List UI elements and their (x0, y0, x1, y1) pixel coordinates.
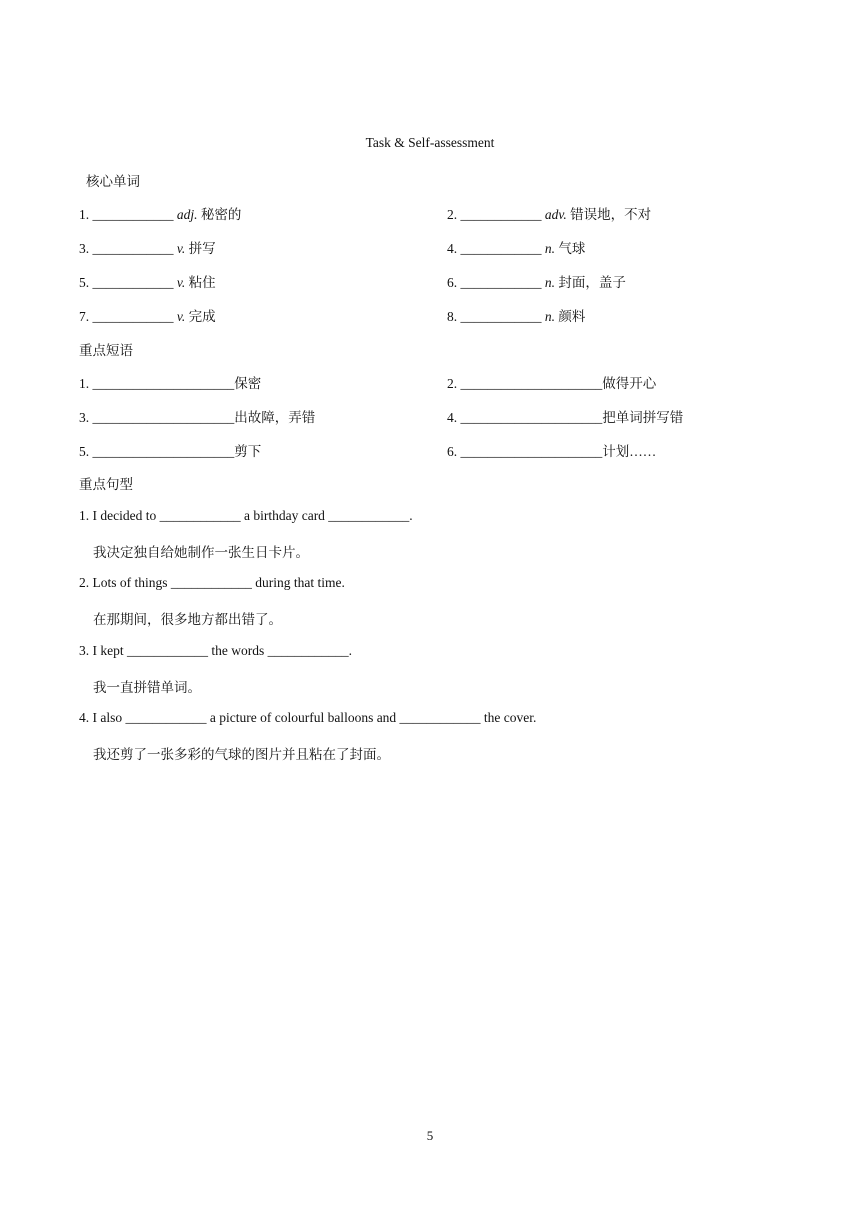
part-of-speech: adj. (176, 207, 198, 222)
phrase-item (447, 372, 656, 392)
item-number: 2. (447, 207, 458, 222)
phrase-meaning: 做得开心 (602, 376, 657, 391)
vocab-row (79, 305, 779, 325)
vocab-item (79, 237, 216, 257)
sentences-heading: 重点句型 (79, 477, 133, 492)
word-meaning: 封面，盖子 (558, 275, 626, 290)
vocab-row (79, 203, 779, 223)
vocab-item (447, 237, 585, 257)
phrase-item (79, 406, 315, 426)
word-meaning: 完成 (188, 309, 216, 324)
answer-blank[interactable]: ____________ (460, 275, 542, 290)
word-meaning: 粘住 (188, 275, 216, 290)
sentence-chinese: 我决定独自给她制作一张生日卡片。 (93, 545, 309, 560)
word-meaning: 错误地，不对 (570, 207, 652, 222)
sentence-english: 2. Lots of things ____________ during that time. (79, 575, 345, 590)
part-of-speech: adv. (544, 207, 567, 222)
vocab-row (79, 237, 779, 257)
answer-blank[interactable]: _____________________ (460, 444, 603, 459)
phrase-row (79, 406, 779, 426)
item-number: 5. (79, 275, 90, 290)
item-number: 4. (447, 410, 458, 425)
sentence-chinese: 我一直拼错单词。 (93, 680, 201, 695)
item-number: 2. (447, 376, 458, 391)
phrase-meaning: 保密 (234, 376, 262, 391)
item-number: 8. (447, 309, 458, 324)
answer-blank[interactable]: _____________________ (92, 444, 235, 459)
vocab-item (447, 271, 626, 291)
part-of-speech: v. (176, 275, 186, 290)
item-number: 6. (447, 444, 458, 459)
vocab-item (447, 305, 585, 325)
sentence-english: 3. I kept ____________ the words ____________. (79, 643, 352, 658)
part-of-speech: n. (544, 241, 555, 256)
phrase-item (79, 372, 261, 392)
page-title: Task & Self-assessment (365, 135, 495, 150)
answer-blank[interactable]: ____________ (92, 309, 174, 324)
sentence-chinese: 在那期间，很多地方都出错了。 (93, 612, 282, 627)
answer-blank[interactable]: _____________________ (92, 410, 235, 425)
vocab-item (79, 203, 241, 223)
word-meaning: 气球 (558, 241, 586, 256)
word-meaning: 颜料 (558, 309, 586, 324)
phrase-row (79, 440, 779, 460)
item-number: 7. (79, 309, 90, 324)
phrase-item (447, 440, 656, 460)
answer-blank[interactable]: ____________ (92, 207, 174, 222)
answer-blank[interactable]: ____________ (92, 241, 174, 256)
phrase-meaning: 出故障，弄错 (234, 410, 316, 425)
item-number: 5. (79, 444, 90, 459)
phrase-meaning: 把单词拼写错 (602, 410, 684, 425)
part-of-speech: v. (176, 309, 186, 324)
phrase-meaning: 剪下 (234, 444, 262, 459)
phrase-row (79, 372, 779, 392)
part-of-speech: v. (176, 241, 186, 256)
item-number: 1. (79, 207, 90, 222)
vocab-item (79, 305, 216, 325)
sentence-english: 4. I also ____________ a picture of colourful balloons and ____________ the cover. (79, 710, 537, 725)
answer-blank[interactable]: _____________________ (92, 376, 235, 391)
phrase-item (79, 440, 261, 460)
item-number: 3. (79, 410, 90, 425)
part-of-speech: n. (544, 309, 555, 324)
word-meaning: 秘密的 (200, 207, 242, 222)
phrase-meaning: 计划…… (602, 444, 657, 459)
sentence-english: 1. I decided to ____________ a birthday card ____________. (79, 508, 413, 523)
answer-blank[interactable]: ____________ (460, 241, 542, 256)
vocab-row (79, 271, 779, 291)
answer-blank[interactable]: ____________ (92, 275, 174, 290)
vocab-item (79, 271, 216, 291)
vocab-item (447, 203, 651, 223)
answer-blank[interactable]: _____________________ (460, 376, 603, 391)
item-number: 4. (447, 241, 458, 256)
page-number: 5 (426, 1128, 434, 1143)
item-number: 3. (79, 241, 90, 256)
phrases-heading: 重点短语 (79, 343, 133, 358)
item-number: 6. (447, 275, 458, 290)
word-meaning: 拼写 (188, 241, 216, 256)
sentence-chinese: 我还剪了一张多彩的气球的图片并且粘在了封面。 (93, 747, 390, 762)
phrase-item (447, 406, 683, 426)
vocab-heading: 核心单词 (86, 174, 140, 189)
answer-blank[interactable]: ____________ (460, 207, 542, 222)
part-of-speech: n. (544, 275, 555, 290)
item-number: 1. (79, 376, 90, 391)
answer-blank[interactable]: _____________________ (460, 410, 603, 425)
answer-blank[interactable]: ____________ (460, 309, 542, 324)
